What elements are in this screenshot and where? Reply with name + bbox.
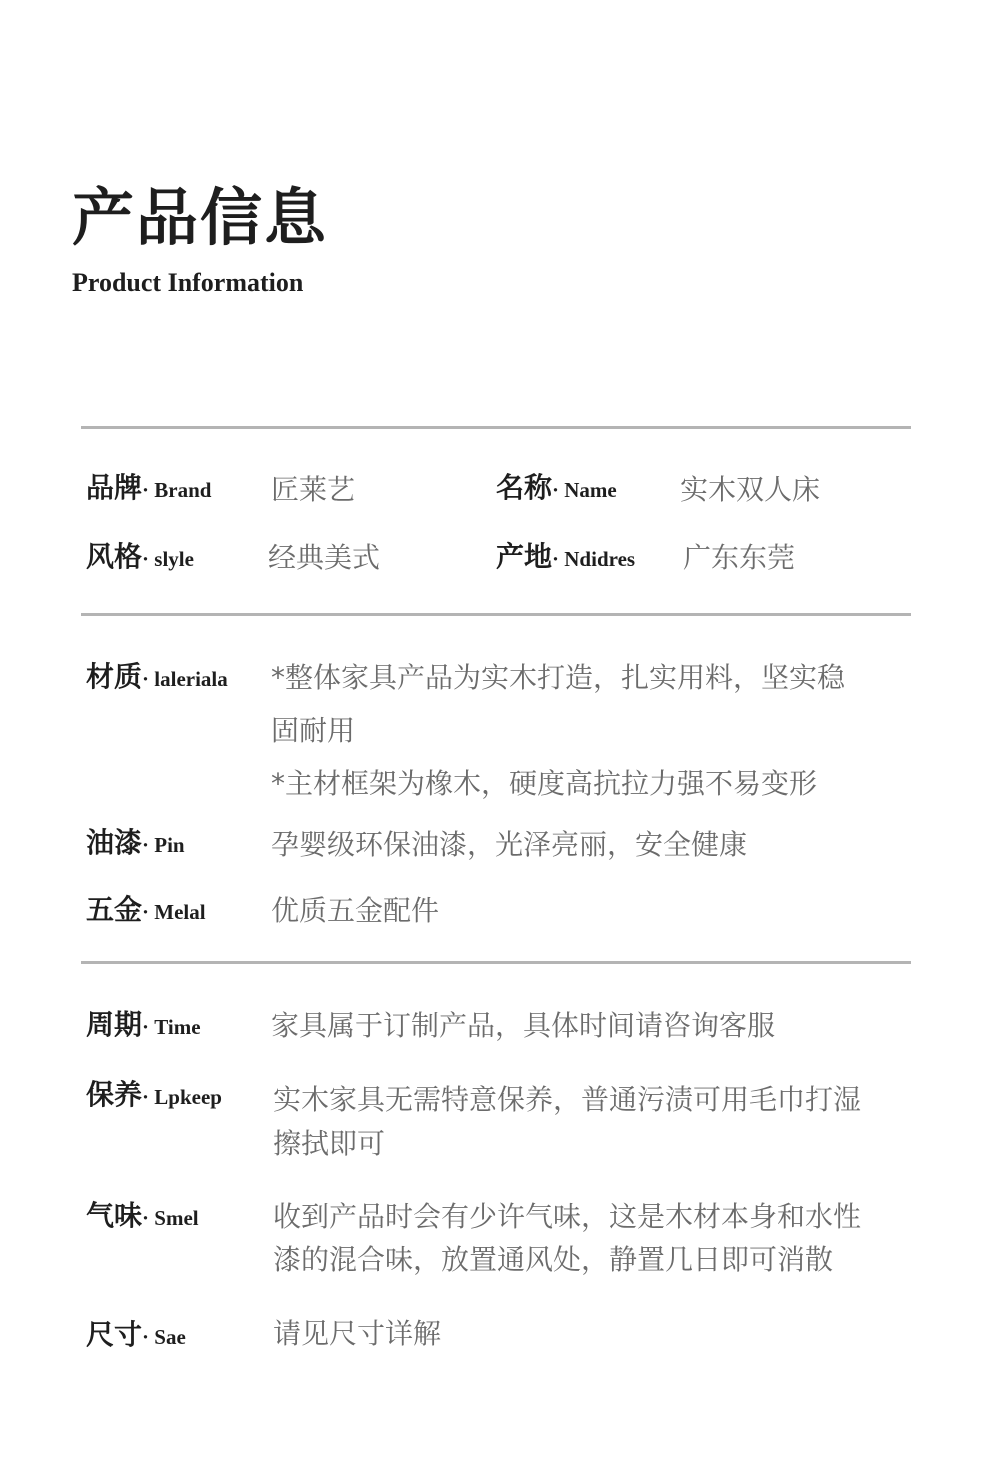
material-line-2: 固耐用 <box>271 714 356 747</box>
care-line-2: 擦拭即可 <box>273 1127 386 1160</box>
divider-bottom <box>81 961 911 964</box>
hardware-label: 五金· Melal <box>86 893 206 926</box>
paint-label: 油漆· Pin <box>86 826 185 859</box>
page-title: 产品信息 <box>72 181 329 254</box>
smell-line-2: 漆的混合味，放置通风处，静置几日即可消散 <box>273 1243 834 1276</box>
size-value: 请见尺寸详解 <box>273 1317 442 1350</box>
material-label: 材质· laleriala <box>86 660 228 693</box>
care-line-1: 实木家具无需特意保养，普通污渍可用毛巾打湿 <box>273 1083 862 1116</box>
material-line-1: *整体家具产品为实木打造，扎实用料，坚实稳 <box>271 661 846 694</box>
brand-label: 品牌· Brand <box>86 471 212 504</box>
smell-label: 气味· Smel <box>86 1199 199 1232</box>
hardware-value: 优质五金配件 <box>271 894 440 927</box>
name-label: 名称· Name <box>496 471 617 504</box>
origin-label: 产地· Ndidres <box>496 540 636 573</box>
name-value: 实木双人床 <box>680 473 821 506</box>
brand-value: 匠莱艺 <box>271 473 356 506</box>
smell-line-1: 收到产品时会有少许气味，这是木材本身和水性 <box>273 1200 862 1233</box>
care-label: 保养· Lpkeep <box>86 1078 222 1111</box>
page-subtitle: Product Information <box>72 268 304 297</box>
material-line-3: *主材框架为橡木，硬度高抗拉力强不易变形 <box>271 767 818 800</box>
style-label: 风格· slyle <box>86 540 194 573</box>
size-label: 尺寸· Sae <box>86 1318 186 1351</box>
divider-middle <box>81 613 911 616</box>
divider-top <box>81 426 911 429</box>
origin-value: 广东东莞 <box>683 541 796 574</box>
paint-value: 孕婴级环保油漆，光泽亮丽，安全健康 <box>271 828 748 861</box>
cycle-label: 周期· Time <box>86 1008 201 1041</box>
style-value: 经典美式 <box>268 541 381 574</box>
cycle-value: 家具属于订制产品，具体时间请咨询客服 <box>271 1009 776 1042</box>
